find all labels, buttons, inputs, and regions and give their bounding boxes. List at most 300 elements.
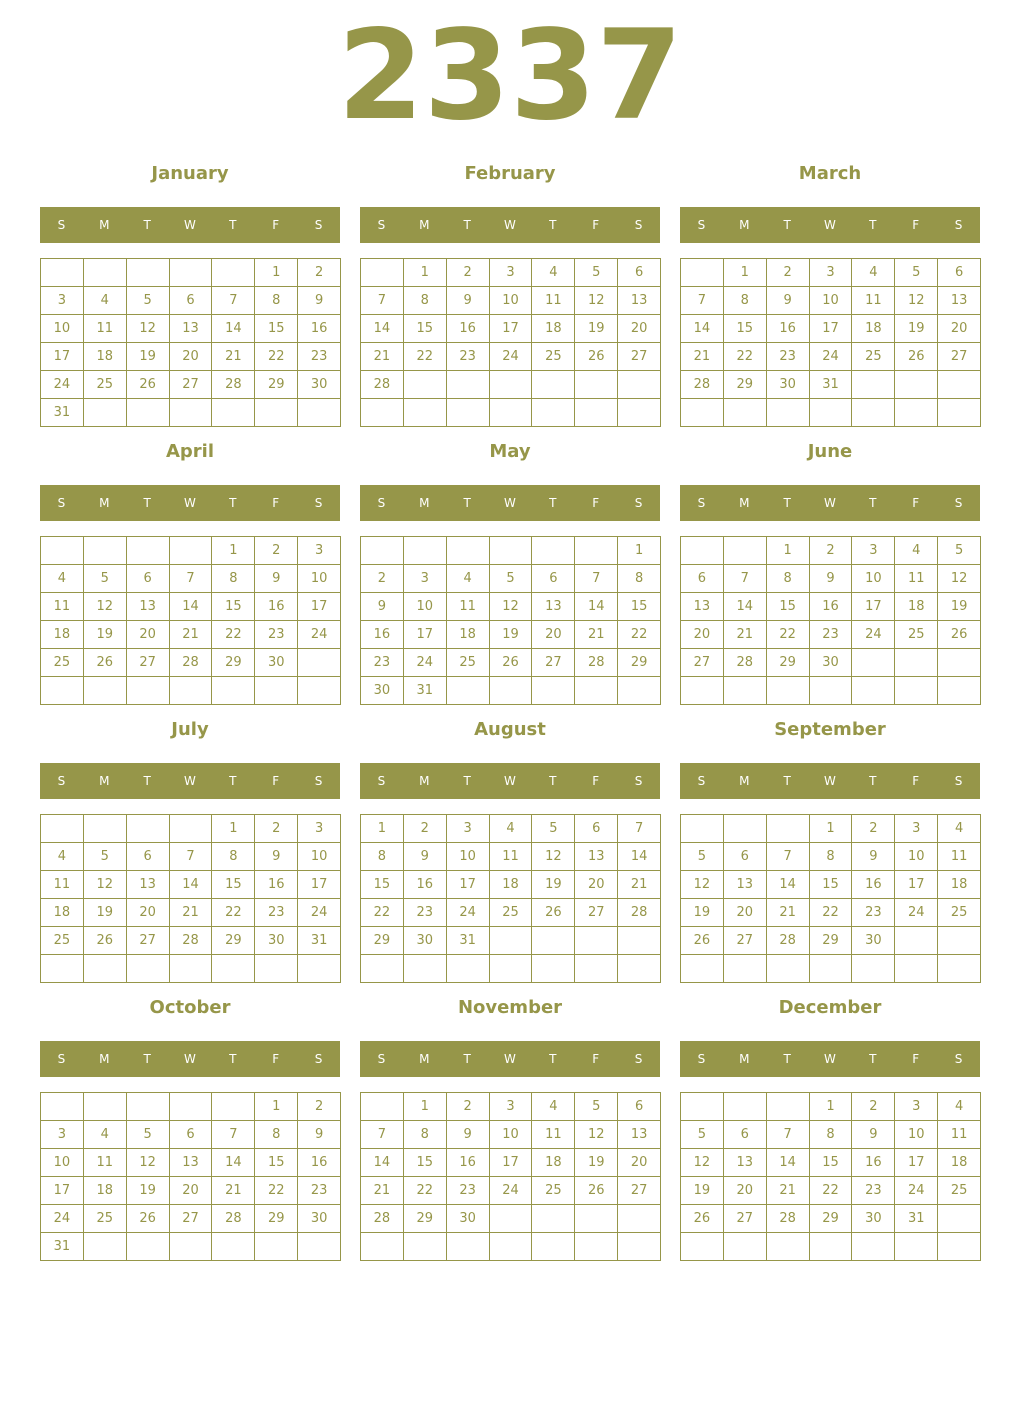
month-name: February xyxy=(464,163,556,184)
empty-day-cell xyxy=(41,259,84,287)
weekday-label: T xyxy=(463,1052,471,1066)
weekday-label: W xyxy=(504,1052,516,1066)
empty-day-cell xyxy=(895,371,938,399)
day-cell: 23 xyxy=(852,1177,895,1205)
day-cell: 9 xyxy=(298,1121,341,1149)
empty-day-cell xyxy=(447,677,490,705)
month-name: August xyxy=(474,719,546,740)
day-cell: 13 xyxy=(724,871,767,899)
day-cell: 11 xyxy=(84,315,127,343)
day-cell: 27 xyxy=(532,649,575,677)
weekday-label: W xyxy=(504,218,516,232)
day-cell: 8 xyxy=(767,565,810,593)
day-grid xyxy=(680,1092,981,1261)
empty-day-cell xyxy=(938,1233,981,1261)
day-cell: 11 xyxy=(895,565,938,593)
day-cell: 21 xyxy=(212,1177,255,1205)
day-cell: 19 xyxy=(938,593,981,621)
weekday-label: S xyxy=(57,1052,66,1066)
day-cell: 2 xyxy=(852,815,895,843)
day-cell: 14 xyxy=(361,315,404,343)
day-cell: 28 xyxy=(618,899,661,927)
day-cell: 18 xyxy=(41,899,84,927)
day-cell: 29 xyxy=(618,649,661,677)
empty-day-cell xyxy=(212,677,255,705)
empty-day-cell xyxy=(490,927,533,955)
weekday-label: S xyxy=(377,218,386,232)
empty-day-cell xyxy=(447,955,490,983)
day-cell: 4 xyxy=(84,287,127,315)
empty-day-cell xyxy=(490,399,533,427)
empty-day-cell xyxy=(212,399,255,427)
day-cell: 5 xyxy=(84,565,127,593)
day-cell: 8 xyxy=(212,843,255,871)
day-cell: 5 xyxy=(84,843,127,871)
day-cell: 29 xyxy=(810,927,853,955)
weekday-label: S xyxy=(634,218,643,232)
empty-day-cell xyxy=(767,955,810,983)
empty-day-cell xyxy=(170,955,213,983)
day-cell: 31 xyxy=(404,677,447,705)
weekday-label: W xyxy=(184,774,196,788)
day-cell: 12 xyxy=(681,1149,724,1177)
empty-day-cell xyxy=(490,677,533,705)
empty-day-cell xyxy=(724,955,767,983)
weekday-label: F xyxy=(272,774,280,788)
day-cell: 11 xyxy=(41,871,84,899)
empty-day-cell xyxy=(724,677,767,705)
day-cell: 28 xyxy=(575,649,618,677)
empty-day-cell xyxy=(41,815,84,843)
weekday-label: T xyxy=(229,774,237,788)
empty-day-cell xyxy=(938,1205,981,1233)
weekday-label: S xyxy=(954,496,963,510)
day-cell: 11 xyxy=(41,593,84,621)
day-cell: 3 xyxy=(852,537,895,565)
day-cell: 4 xyxy=(41,843,84,871)
empty-day-cell xyxy=(852,1233,895,1261)
day-cell: 5 xyxy=(490,565,533,593)
day-cell: 19 xyxy=(895,315,938,343)
weekday-label: S xyxy=(954,774,963,788)
day-cell: 13 xyxy=(127,593,170,621)
month-name: March xyxy=(798,163,862,184)
empty-day-cell xyxy=(447,371,490,399)
day-cell: 25 xyxy=(938,899,981,927)
day-cell: 10 xyxy=(895,843,938,871)
day-cell: 7 xyxy=(170,565,213,593)
empty-day-cell xyxy=(41,1093,84,1121)
day-cell: 17 xyxy=(895,1149,938,1177)
day-cell: 11 xyxy=(490,843,533,871)
empty-day-cell xyxy=(127,399,170,427)
day-cell: 6 xyxy=(532,565,575,593)
weekday-label: W xyxy=(184,218,196,232)
day-cell: 18 xyxy=(84,343,127,371)
empty-day-cell xyxy=(681,955,724,983)
day-cell: 21 xyxy=(767,1177,810,1205)
day-cell: 20 xyxy=(938,315,981,343)
empty-day-cell xyxy=(404,371,447,399)
day-cell: 26 xyxy=(532,899,575,927)
day-cell: 24 xyxy=(298,899,341,927)
day-cell: 13 xyxy=(681,593,724,621)
day-cell: 6 xyxy=(170,287,213,315)
weekday-label: W xyxy=(184,1052,196,1066)
weekday-header xyxy=(360,1041,660,1077)
empty-day-cell xyxy=(618,927,661,955)
weekday-label: M xyxy=(419,218,430,232)
empty-day-cell xyxy=(127,955,170,983)
day-cell: 27 xyxy=(127,927,170,955)
day-cell: 23 xyxy=(298,1177,341,1205)
day-cell: 24 xyxy=(298,621,341,649)
day-cell: 16 xyxy=(767,315,810,343)
empty-day-cell xyxy=(490,1205,533,1233)
day-cell: 22 xyxy=(255,343,298,371)
empty-day-cell xyxy=(84,815,127,843)
day-cell: 2 xyxy=(404,815,447,843)
empty-day-cell xyxy=(618,399,661,427)
day-grid xyxy=(40,536,341,705)
weekday-label: F xyxy=(912,774,920,788)
day-cell: 8 xyxy=(404,1121,447,1149)
day-cell: 16 xyxy=(852,871,895,899)
day-cell: 28 xyxy=(681,371,724,399)
empty-day-cell xyxy=(84,677,127,705)
empty-day-cell xyxy=(724,815,767,843)
day-cell: 9 xyxy=(447,287,490,315)
weekday-label: S xyxy=(634,1052,643,1066)
day-cell: 16 xyxy=(255,871,298,899)
empty-day-cell xyxy=(490,1233,533,1261)
day-cell: 7 xyxy=(767,1121,810,1149)
day-cell: 12 xyxy=(490,593,533,621)
day-cell: 26 xyxy=(84,927,127,955)
day-cell: 30 xyxy=(255,927,298,955)
day-cell: 4 xyxy=(938,815,981,843)
day-cell: 6 xyxy=(724,1121,767,1149)
day-cell: 16 xyxy=(810,593,853,621)
empty-day-cell xyxy=(938,955,981,983)
day-cell: 18 xyxy=(490,871,533,899)
empty-day-cell xyxy=(361,399,404,427)
day-cell: 11 xyxy=(532,287,575,315)
weekday-header xyxy=(360,207,660,243)
day-cell: 30 xyxy=(404,927,447,955)
day-cell: 21 xyxy=(361,343,404,371)
day-cell: 1 xyxy=(255,1093,298,1121)
empty-day-cell xyxy=(447,1233,490,1261)
day-cell: 1 xyxy=(810,815,853,843)
day-grid xyxy=(40,1092,341,1261)
day-cell: 10 xyxy=(895,1121,938,1149)
weekday-label: T xyxy=(783,496,791,510)
day-cell: 23 xyxy=(447,1177,490,1205)
day-cell: 12 xyxy=(127,1149,170,1177)
month-name: September xyxy=(774,719,886,740)
day-cell: 3 xyxy=(490,1093,533,1121)
weekday-label: S xyxy=(314,774,323,788)
day-cell: 16 xyxy=(852,1149,895,1177)
empty-day-cell xyxy=(767,1233,810,1261)
month-name: June xyxy=(807,441,853,462)
day-cell: 31 xyxy=(447,927,490,955)
empty-day-cell xyxy=(127,1093,170,1121)
day-cell: 13 xyxy=(938,287,981,315)
empty-day-cell xyxy=(895,927,938,955)
day-cell: 1 xyxy=(724,259,767,287)
day-cell: 15 xyxy=(724,315,767,343)
day-cell: 25 xyxy=(532,1177,575,1205)
empty-day-cell xyxy=(810,955,853,983)
empty-day-cell xyxy=(575,927,618,955)
day-cell: 28 xyxy=(767,1205,810,1233)
empty-day-cell xyxy=(84,1093,127,1121)
day-cell: 14 xyxy=(361,1149,404,1177)
empty-day-cell xyxy=(618,1233,661,1261)
empty-day-cell xyxy=(404,537,447,565)
day-cell: 25 xyxy=(938,1177,981,1205)
day-cell: 14 xyxy=(767,871,810,899)
day-cell: 19 xyxy=(575,315,618,343)
day-cell: 1 xyxy=(404,259,447,287)
empty-day-cell xyxy=(681,815,724,843)
day-cell: 17 xyxy=(810,315,853,343)
day-cell: 11 xyxy=(532,1121,575,1149)
day-cell: 7 xyxy=(212,287,255,315)
day-cell: 3 xyxy=(41,287,84,315)
empty-day-cell xyxy=(724,537,767,565)
day-cell: 3 xyxy=(298,537,341,565)
day-cell: 8 xyxy=(810,1121,853,1149)
weekday-header xyxy=(360,763,660,799)
day-cell: 16 xyxy=(361,621,404,649)
empty-day-cell xyxy=(618,371,661,399)
day-cell: 26 xyxy=(127,1205,170,1233)
weekday-label: M xyxy=(739,496,750,510)
day-cell: 17 xyxy=(490,315,533,343)
weekday-label: T xyxy=(549,1052,557,1066)
weekday-label: S xyxy=(314,496,323,510)
weekday-label: W xyxy=(824,1052,836,1066)
empty-day-cell xyxy=(852,955,895,983)
weekday-label: S xyxy=(377,1052,386,1066)
day-cell: 19 xyxy=(681,1177,724,1205)
day-cell: 20 xyxy=(170,1177,213,1205)
day-cell: 14 xyxy=(575,593,618,621)
day-cell: 28 xyxy=(170,927,213,955)
weekday-label: F xyxy=(592,218,600,232)
day-cell: 18 xyxy=(532,1149,575,1177)
day-cell: 15 xyxy=(618,593,661,621)
day-cell: 26 xyxy=(938,621,981,649)
weekday-label: M xyxy=(739,218,750,232)
weekday-label: T xyxy=(229,1052,237,1066)
empty-day-cell xyxy=(575,399,618,427)
day-cell: 4 xyxy=(84,1121,127,1149)
empty-day-cell xyxy=(298,1233,341,1261)
day-cell: 29 xyxy=(724,371,767,399)
day-cell: 24 xyxy=(404,649,447,677)
empty-day-cell xyxy=(361,259,404,287)
day-cell: 19 xyxy=(127,1177,170,1205)
day-cell: 14 xyxy=(618,843,661,871)
empty-day-cell xyxy=(532,1233,575,1261)
weekday-label: M xyxy=(419,774,430,788)
weekday-label: T xyxy=(869,774,877,788)
empty-day-cell xyxy=(575,677,618,705)
day-cell: 23 xyxy=(255,621,298,649)
empty-day-cell xyxy=(404,399,447,427)
day-cell: 15 xyxy=(212,593,255,621)
day-cell: 1 xyxy=(255,259,298,287)
day-cell: 28 xyxy=(361,371,404,399)
day-cell: 9 xyxy=(298,287,341,315)
day-cell: 30 xyxy=(298,1205,341,1233)
day-cell: 23 xyxy=(767,343,810,371)
day-cell: 14 xyxy=(170,593,213,621)
day-cell: 5 xyxy=(575,259,618,287)
day-cell: 19 xyxy=(575,1149,618,1177)
day-cell: 10 xyxy=(298,565,341,593)
empty-day-cell xyxy=(575,371,618,399)
weekday-label: S xyxy=(697,1052,706,1066)
day-grid xyxy=(40,258,341,427)
day-cell: 18 xyxy=(852,315,895,343)
weekday-label: W xyxy=(824,496,836,510)
day-cell: 17 xyxy=(41,1177,84,1205)
empty-day-cell xyxy=(938,649,981,677)
day-cell: 27 xyxy=(618,343,661,371)
day-cell: 18 xyxy=(938,1149,981,1177)
day-cell: 28 xyxy=(212,1205,255,1233)
empty-day-cell xyxy=(361,1093,404,1121)
day-cell: 6 xyxy=(127,565,170,593)
day-cell: 5 xyxy=(575,1093,618,1121)
day-cell: 2 xyxy=(852,1093,895,1121)
day-cell: 17 xyxy=(447,871,490,899)
empty-day-cell xyxy=(895,649,938,677)
day-grid xyxy=(40,814,341,983)
day-cell: 15 xyxy=(255,315,298,343)
day-cell: 5 xyxy=(895,259,938,287)
day-cell: 20 xyxy=(575,871,618,899)
day-cell: 24 xyxy=(852,621,895,649)
empty-day-cell xyxy=(532,399,575,427)
day-cell: 21 xyxy=(724,621,767,649)
day-cell: 13 xyxy=(618,1121,661,1149)
day-grid xyxy=(360,1092,661,1261)
weekday-label: T xyxy=(229,218,237,232)
day-cell: 7 xyxy=(575,565,618,593)
day-cell: 7 xyxy=(361,287,404,315)
day-grid xyxy=(680,536,981,705)
day-cell: 23 xyxy=(298,343,341,371)
day-cell: 10 xyxy=(852,565,895,593)
day-cell: 4 xyxy=(41,565,84,593)
empty-day-cell xyxy=(404,1233,447,1261)
day-cell: 7 xyxy=(724,565,767,593)
empty-day-cell xyxy=(852,677,895,705)
day-cell: 5 xyxy=(681,843,724,871)
day-cell: 9 xyxy=(361,593,404,621)
day-cell: 25 xyxy=(41,649,84,677)
day-cell: 27 xyxy=(170,371,213,399)
empty-day-cell xyxy=(852,649,895,677)
year-title: 2337 xyxy=(337,4,683,148)
weekday-label: M xyxy=(99,1052,110,1066)
empty-day-cell xyxy=(532,955,575,983)
empty-day-cell xyxy=(170,399,213,427)
day-cell: 16 xyxy=(255,593,298,621)
empty-day-cell xyxy=(767,1093,810,1121)
weekday-label: F xyxy=(912,1052,920,1066)
day-cell: 20 xyxy=(170,343,213,371)
day-cell: 13 xyxy=(127,871,170,899)
empty-day-cell xyxy=(575,955,618,983)
day-cell: 14 xyxy=(767,1149,810,1177)
weekday-header xyxy=(360,485,660,521)
weekday-label: S xyxy=(314,218,323,232)
day-cell: 9 xyxy=(810,565,853,593)
day-cell: 1 xyxy=(810,1093,853,1121)
day-cell: 26 xyxy=(681,927,724,955)
day-cell: 29 xyxy=(404,1205,447,1233)
day-cell: 18 xyxy=(84,1177,127,1205)
day-cell: 17 xyxy=(41,343,84,371)
day-cell: 15 xyxy=(810,871,853,899)
day-cell: 9 xyxy=(447,1121,490,1149)
weekday-header xyxy=(680,1041,980,1077)
day-cell: 21 xyxy=(618,871,661,899)
day-cell: 25 xyxy=(41,927,84,955)
empty-day-cell xyxy=(255,1233,298,1261)
day-cell: 20 xyxy=(127,621,170,649)
empty-day-cell xyxy=(127,537,170,565)
day-cell: 19 xyxy=(490,621,533,649)
day-cell: 10 xyxy=(298,843,341,871)
day-cell: 4 xyxy=(490,815,533,843)
day-cell: 13 xyxy=(170,1149,213,1177)
day-cell: 9 xyxy=(852,1121,895,1149)
day-cell: 7 xyxy=(212,1121,255,1149)
day-cell: 30 xyxy=(255,649,298,677)
day-cell: 18 xyxy=(938,871,981,899)
day-cell: 29 xyxy=(810,1205,853,1233)
day-cell: 12 xyxy=(532,843,575,871)
day-cell: 6 xyxy=(681,565,724,593)
day-cell: 5 xyxy=(127,287,170,315)
empty-day-cell xyxy=(938,677,981,705)
empty-day-cell xyxy=(767,677,810,705)
day-cell: 9 xyxy=(852,843,895,871)
empty-day-cell xyxy=(681,399,724,427)
day-cell: 15 xyxy=(361,871,404,899)
day-cell: 21 xyxy=(170,621,213,649)
weekday-label: F xyxy=(592,774,600,788)
day-cell: 1 xyxy=(212,537,255,565)
empty-day-cell xyxy=(532,1205,575,1233)
day-cell: 11 xyxy=(852,287,895,315)
empty-day-cell xyxy=(767,815,810,843)
day-cell: 9 xyxy=(255,843,298,871)
day-cell: 20 xyxy=(724,899,767,927)
weekday-label: M xyxy=(99,218,110,232)
day-cell: 23 xyxy=(852,899,895,927)
day-cell: 27 xyxy=(618,1177,661,1205)
day-cell: 19 xyxy=(681,899,724,927)
